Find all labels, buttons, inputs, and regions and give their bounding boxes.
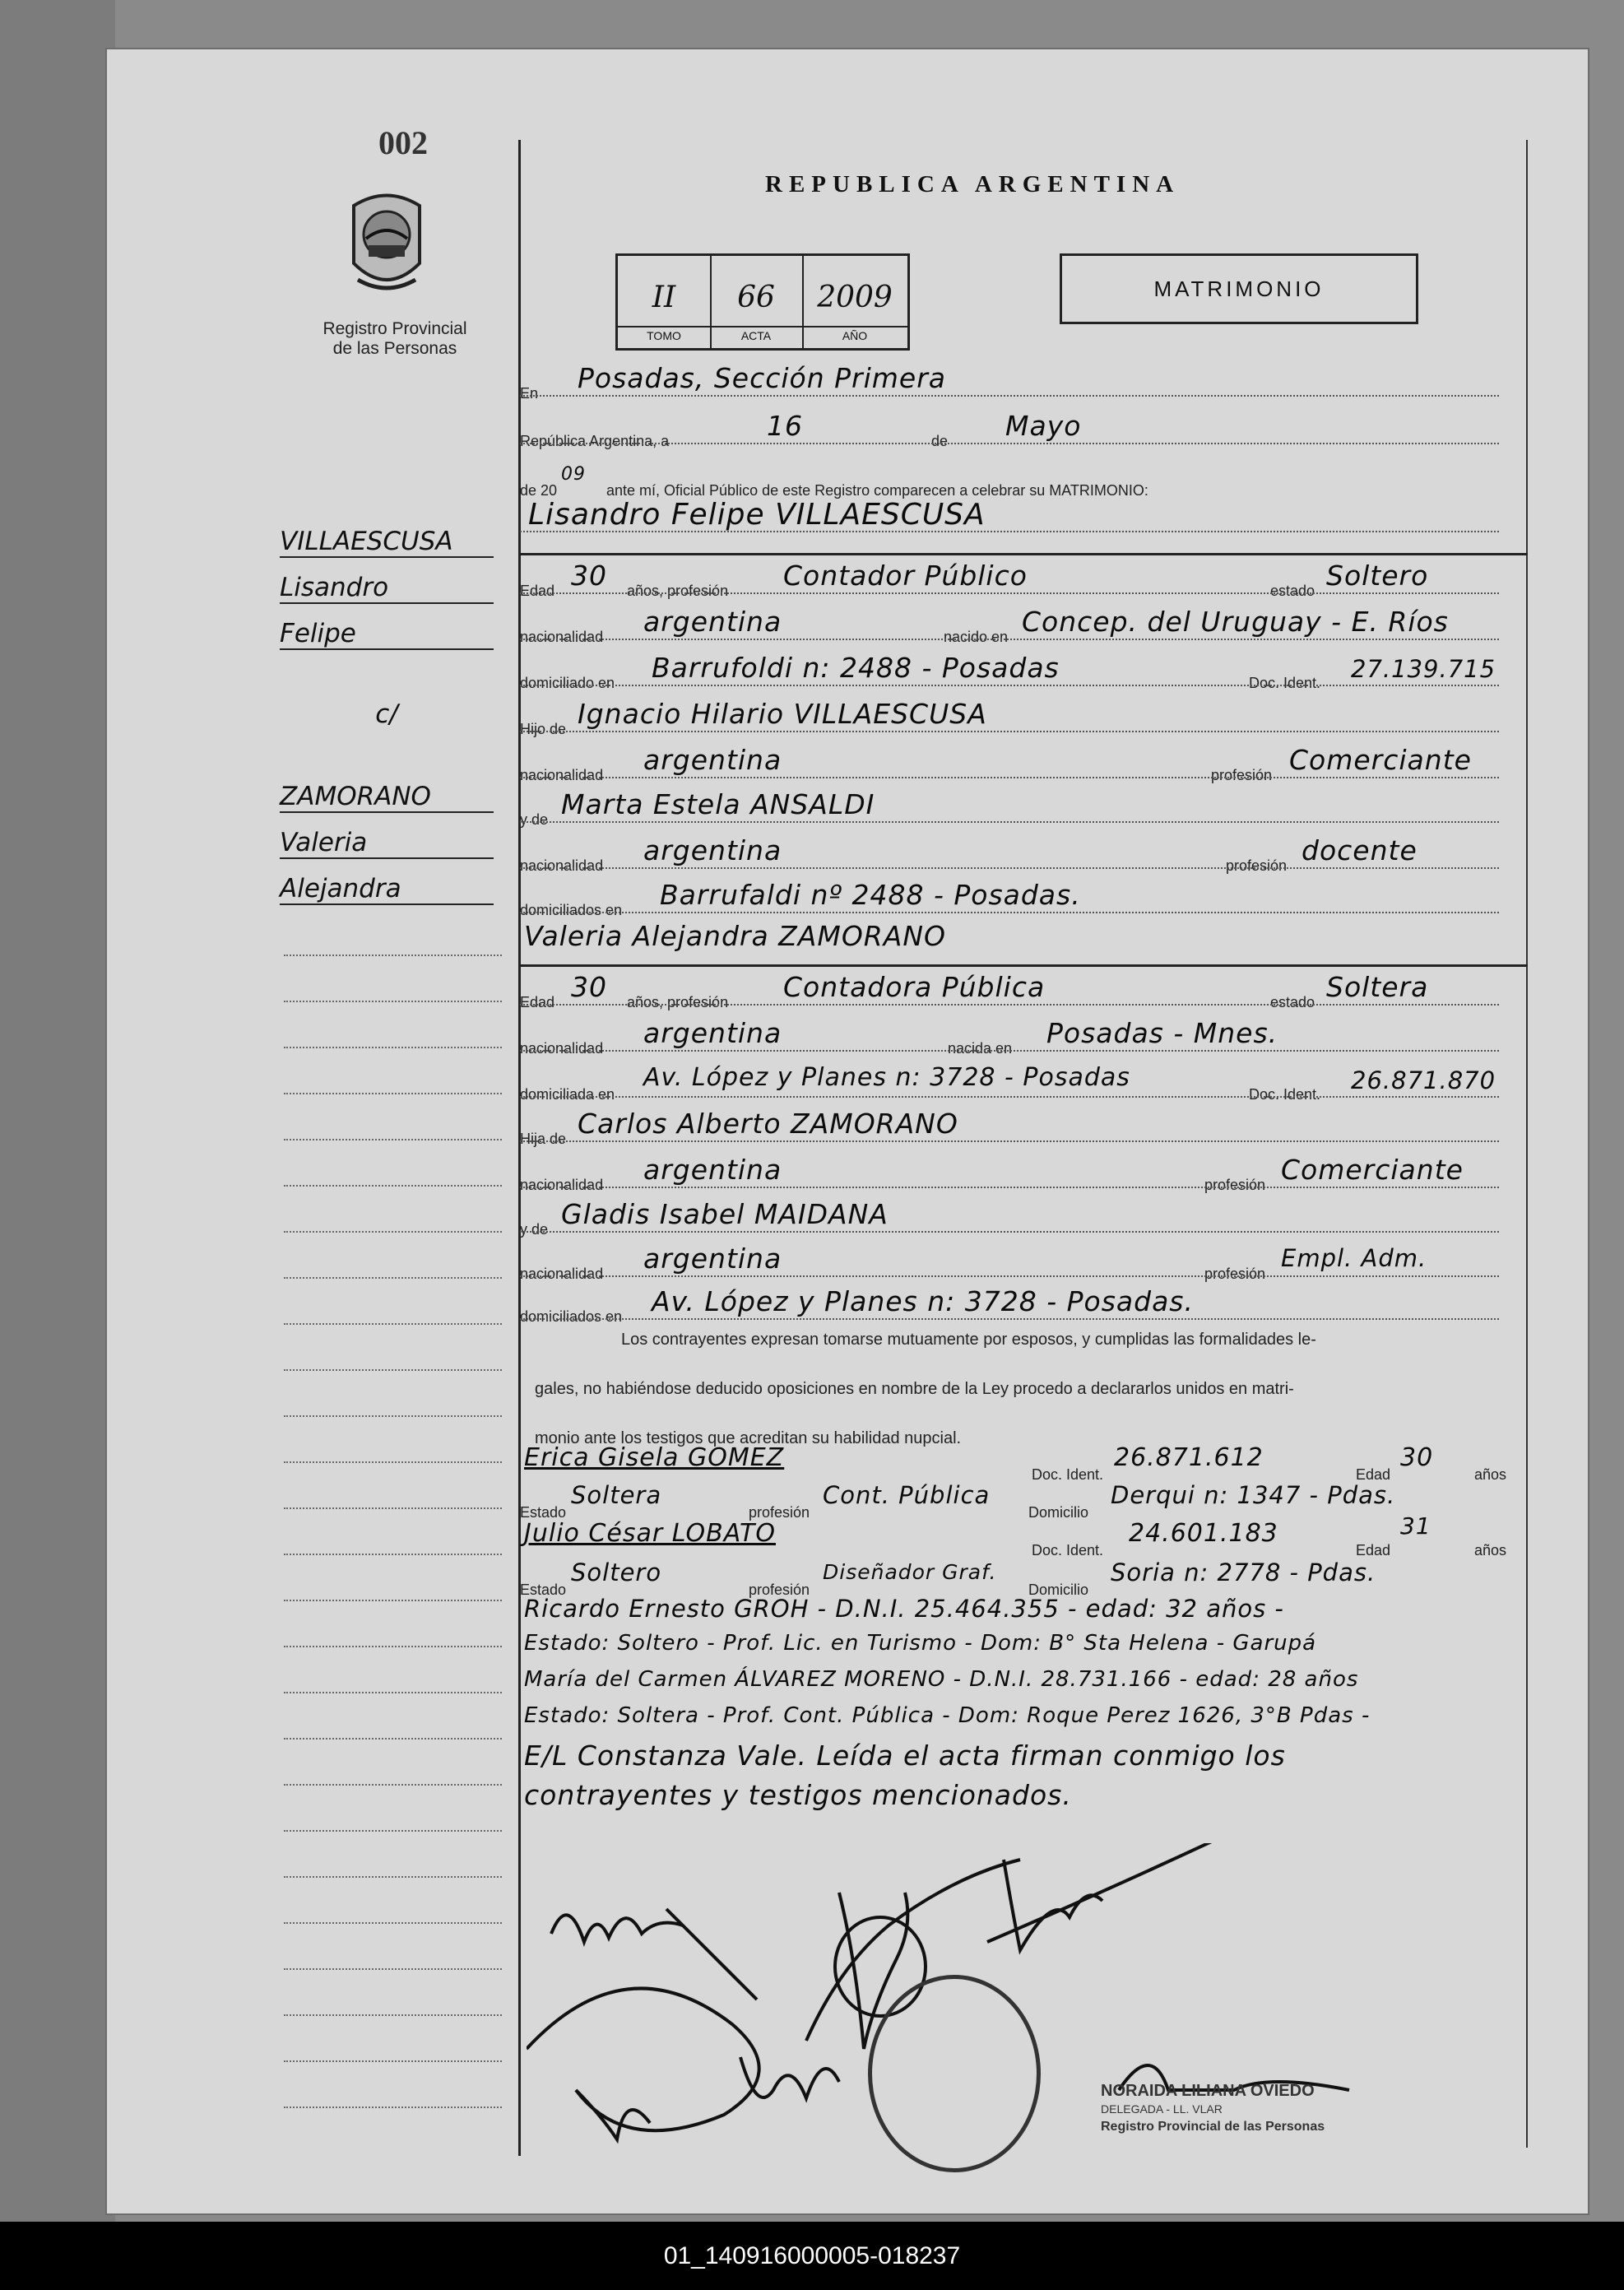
groom-parents-dom: Barrufaldi nº 2488 - Posadas. (660, 879, 1081, 911)
margin-ruled-line (284, 1415, 502, 1417)
margin-ruled-line (284, 2060, 502, 2062)
groom-nacido-en: Concep. del Uruguay - E. Ríos (1022, 606, 1449, 638)
tomo-label: TOMO (618, 326, 710, 342)
margin-ruled-line (284, 1876, 502, 1878)
dotted-line (520, 395, 1499, 397)
document-type: MATRIMONIO (1060, 253, 1418, 324)
witness-2-edad: 31 (1400, 1512, 1431, 1540)
acta-cell (710, 256, 804, 348)
dotted-line (520, 592, 1499, 594)
bride-nacionalidad: argentina (643, 1017, 782, 1049)
declaration-paragraph (535, 1315, 1497, 1463)
groom-nacionalidad: argentina (643, 606, 782, 638)
hijo-label: Hijo de (520, 721, 567, 737)
margin-surname-2: ZAMORANO (280, 782, 494, 813)
anio-value: 2009 (817, 281, 893, 314)
witness-1-edad: 30 (1400, 1443, 1434, 1472)
groom-estado: Soltero (1326, 560, 1429, 592)
extra-line-3-text: María del Carmen ÁLVAREZ MORENO - D.N.I. 28.731.166 - edad: 28 años (524, 1667, 1359, 1692)
groom-parents-dom-row (520, 879, 1499, 922)
officer-block (1101, 2082, 1413, 2136)
margin-ruled-line (284, 955, 502, 956)
extra-line-5 (520, 1740, 1499, 1782)
en-value: Posadas, Sección Primera (578, 362, 947, 394)
bride-father-prof: Comerciante (1281, 1154, 1464, 1186)
bride-mother-nac-row (520, 1243, 1499, 1285)
bride-name-row (520, 920, 1499, 963)
margin-ruled-line (284, 1646, 502, 1647)
bride-father-nac-row (520, 1154, 1499, 1196)
groom-father-row (520, 698, 1499, 741)
yde-label: y de (520, 1221, 549, 1238)
margin-ruled-line (284, 1554, 502, 1555)
groom-mother-prof: docente (1302, 834, 1418, 866)
margin-ruled-line (284, 2014, 502, 2016)
right-rule (1526, 140, 1528, 2148)
dotted-line (520, 685, 1499, 686)
bride-mother: Gladis Isabel MAIDANA (561, 1198, 889, 1230)
registry-line-2: de las Personas (332, 339, 457, 358)
edad-label: Edad (1356, 1466, 1391, 1483)
margin-ruled-line (284, 1968, 502, 1970)
acta-box (615, 253, 910, 351)
binding-edge (0, 0, 115, 2222)
dotted-line (520, 1231, 1499, 1233)
nac-label: nacionalidad (520, 1266, 604, 1282)
nacido-label: nacida en (948, 1040, 1013, 1057)
nac-label: nacionalidad (520, 767, 604, 783)
bride-name: Valeria Alejandra ZAMORANO (524, 920, 946, 952)
bride-profesion: Contadora Pública (783, 971, 1046, 1003)
extra-line-4-text: Estado: Soltera - Prof. Cont. Pública - Dom: Roque Perez 1626, 3°B Pdas - (524, 1703, 1371, 1728)
declaration-line-3: monio ante los testigos que acreditan su habilidad nupcial. (535, 1429, 962, 1447)
scan-footer: 01_140916000005-018237 (0, 2222, 1624, 2290)
margin-ruled-line (284, 1507, 502, 1509)
dotted-line (520, 777, 1499, 778)
edad-label: Edad (520, 994, 555, 1010)
bride-parents-dom: Av. López y Planes n: 3728 - Posadas. (652, 1285, 1194, 1317)
section-divider (520, 553, 1528, 555)
witness-1-estado: Soltera (571, 1481, 662, 1509)
day-value: 16 (767, 410, 803, 442)
row-date (520, 410, 1499, 453)
extra-line-2-text: Estado: Soltero - Prof. Lic. en Turismo - Dom: B° Sta Helena - Garupá (524, 1631, 1317, 1656)
witness-1-doc: 26.871.612 (1114, 1443, 1264, 1472)
margin-connector: c/ (375, 699, 398, 729)
anos-label: años, profesión (627, 994, 729, 1010)
nac-label: nacionalidad (520, 1177, 604, 1193)
margin-ruled-line (284, 1830, 502, 1832)
acta-value: 66 (737, 281, 775, 314)
anos-label: años, profesión (627, 583, 729, 599)
dotted-line (520, 912, 1499, 913)
month-value: Mayo (1005, 410, 1082, 442)
groom-father: Ignacio Hilario VILLAESCUSA (578, 698, 987, 730)
dom-label: Domicilio (1028, 1504, 1089, 1521)
anio-cell (802, 256, 907, 348)
witness-1-name: Erica Gisela GOMEZ (524, 1443, 785, 1472)
en-label: En (520, 385, 539, 402)
margin-given-4: Alejandra (280, 874, 494, 905)
bride-edad-row (520, 971, 1499, 1014)
estado-label: estado (1270, 583, 1315, 599)
bride-edad: 30 (571, 971, 607, 1003)
prof-label: profesión (1204, 1177, 1266, 1193)
hijo-label: Hija de (520, 1131, 567, 1147)
bride-mother-nac: argentina (643, 1243, 782, 1275)
dotted-line (520, 1050, 1499, 1052)
dotted-line (520, 1004, 1499, 1006)
country-title: REPUBLICA ARGENTINA (765, 171, 1181, 197)
witness-2-name: Julio César LOBATO (524, 1519, 776, 1548)
section-divider (520, 964, 1528, 967)
margin-ruled-line (284, 1369, 502, 1371)
dotted-line (520, 731, 1499, 732)
groom-mother-row (520, 788, 1499, 831)
declaration-line-1: Los contrayentes expresan tomarse mutuamente por esposos, y cumplidas las formalidades le- (621, 1331, 1316, 1349)
estado-label: estado (1270, 994, 1315, 1010)
margin-ruled-line (284, 1784, 502, 1786)
year-suffix: 09 (561, 464, 586, 485)
witness-2-doc: 24.601.183 (1129, 1519, 1278, 1548)
bride-father-row (520, 1108, 1499, 1150)
prof-label: profesión (1211, 767, 1273, 783)
dotted-line (520, 531, 1499, 532)
groom-name: Lisandro Felipe VILLAESCUSA (528, 498, 986, 532)
groom-doc: 27.139.715 (1351, 655, 1496, 683)
dom-label: domiciliado en (520, 675, 615, 691)
witness-1-dom: Derqui n: 1347 - Pdas. (1111, 1481, 1396, 1509)
extra-line-1-text: Ricardo Ernesto GROH - D.N.I. 25.464.355 - edad: 32 años - (524, 1595, 1284, 1623)
bride-dom-row (520, 1063, 1499, 1106)
margin-given-1: Lisandro (280, 573, 494, 604)
edad-label: Edad (520, 583, 555, 599)
nacido-label: nacido en (944, 629, 1009, 645)
nac-label: nacionalidad (520, 629, 604, 645)
witness-1-row-a (520, 1443, 1507, 1486)
dotted-line (520, 639, 1499, 640)
groom-mother-nac: argentina (643, 834, 782, 866)
bride-domicilio: Av. López y Planes n: 3728 - Posadas (643, 1063, 1130, 1092)
witness-2-estado: Soltero (571, 1558, 662, 1586)
bride-nac-row (520, 1017, 1499, 1060)
estado-label: Estado (520, 1582, 567, 1598)
doc-label: Doc. Ident. (1032, 1542, 1104, 1558)
groom-father-prof: Comerciante (1289, 744, 1472, 776)
dotted-line (520, 1275, 1499, 1277)
dotted-line (520, 821, 1499, 823)
registry-name (288, 319, 502, 359)
groom-dom-row (520, 652, 1499, 694)
edad-label: Edad (1356, 1542, 1391, 1558)
groom-mother: Marta Estela ANSALDI (561, 788, 875, 820)
parents-dom-label: domiciliados en (520, 1308, 623, 1325)
groom-father-nac: argentina (643, 744, 782, 776)
row-year (520, 459, 1499, 502)
acta-label: ACTA (710, 326, 802, 342)
margin-ruled-line (284, 2107, 502, 2108)
declaration-line-2: gales, no habiéndose deducido oposiciones en nombre de la Ley procedo a declararlos unidos en matri- (535, 1380, 1294, 1398)
margin-ruled-line (284, 1323, 502, 1325)
groom-name-row (520, 498, 1499, 541)
officer-registry: Registro Provincial de las Personas (1101, 2120, 1325, 2134)
bride-doc: 26.871.870 (1351, 1066, 1496, 1094)
dom-label: Domicilio (1028, 1582, 1089, 1598)
prof-label: profesión (1226, 857, 1288, 874)
anos-label: años (1474, 1466, 1507, 1483)
estado-label: Estado (520, 1504, 567, 1521)
witness-2-prof: Diseñador Graf. (823, 1560, 997, 1584)
dom-label: domiciliada en (520, 1086, 615, 1103)
margin-ruled-line (284, 1277, 502, 1279)
official-stamp (868, 1975, 1041, 2172)
extra-line-5-text: E/L Constanza Vale. Leída el acta firman conmigo los (524, 1740, 1286, 1772)
margin-given-2: Felipe (280, 619, 494, 650)
margin-ruled-line (284, 1047, 502, 1048)
bride-estado: Soltera (1326, 971, 1429, 1003)
dotted-line (520, 867, 1499, 869)
margin-ruled-line (284, 1231, 502, 1233)
prof-label: profesión (749, 1504, 810, 1521)
margin-ruled-line (284, 1185, 502, 1187)
witness-1-row-b (520, 1481, 1499, 1524)
margin-ruled-line (284, 1461, 502, 1463)
margin-given-3: Valeria (280, 828, 494, 859)
groom-edad: 30 (571, 560, 607, 592)
nac-label: nacionalidad (520, 857, 604, 874)
groom-domicilio: Barrufoldi n: 2488 - Posadas (652, 652, 1060, 684)
tomo-value: II (652, 281, 676, 314)
doc-label: Doc. Ident. (1249, 675, 1321, 691)
bride-father-nac: argentina (643, 1154, 782, 1186)
witness-2-dom: Soria n: 2778 - Pdas. (1111, 1558, 1376, 1586)
year-prefix: de 20 (520, 482, 558, 499)
margin-ruled-line (284, 1692, 502, 1693)
doc-label: Doc. Ident. (1249, 1086, 1321, 1103)
extra-line-6-text: contrayentes y testigos mencionados. (524, 1779, 1072, 1811)
officer-name: NORAIDA LILIANA OVIEDO (1101, 2082, 1315, 2100)
yde-label: y de (520, 811, 549, 828)
tomo-cell (618, 256, 712, 348)
bride-nacido-en: Posadas - Mnes. (1046, 1017, 1278, 1049)
prof-label: profesión (1204, 1266, 1266, 1282)
dotted-line (520, 1187, 1499, 1188)
nac-label: nacionalidad (520, 1040, 604, 1057)
intro-text: ante mí, Oficial Público de este Registro comparecen a celebrar su MATRIMONIO: (606, 482, 1148, 499)
groom-nac-row (520, 606, 1499, 648)
anos-label: años (1474, 1542, 1507, 1558)
margin-ruled-line (284, 1093, 502, 1094)
margin-ruled-line (284, 1600, 502, 1601)
margin-surname-1: VILLAESCUSA (280, 527, 494, 558)
bride-mother-row (520, 1198, 1499, 1241)
bride-father: Carlos Alberto ZAMORANO (578, 1108, 958, 1140)
provincial-emblem-icon (337, 181, 436, 304)
margin-ruled-line (284, 1738, 502, 1740)
margin-ruled-line (284, 1922, 502, 1924)
margin-ruled-line (284, 1139, 502, 1140)
officer-role: DELEGADA - LL. VLAR (1101, 2102, 1223, 2116)
parents-dom-label: domiciliados en (520, 902, 623, 918)
dotted-line (520, 1140, 1499, 1142)
groom-edad-row (520, 560, 1499, 602)
page-number: 002 (378, 124, 428, 161)
bride-mother-prof: Empl. Adm. (1281, 1244, 1427, 1272)
anio-label: AÑO (802, 326, 907, 342)
extra-line-6 (520, 1779, 1499, 1822)
groom-father-nac-row (520, 744, 1499, 787)
de-label: de (931, 433, 949, 449)
dotted-line (520, 443, 1499, 444)
republica-label: República Argentina, a (520, 433, 670, 449)
doc-label: Doc. Ident. (1032, 1466, 1104, 1483)
dotted-line (520, 1096, 1499, 1098)
witness-1-prof: Cont. Pública (823, 1481, 991, 1509)
groom-profesion: Contador Público (783, 560, 1028, 592)
groom-mother-nac-row (520, 834, 1499, 877)
prof-label: profesión (749, 1582, 810, 1598)
margin-ruled-line (284, 1001, 502, 1002)
registry-line-1: Registro Provincial (322, 319, 467, 338)
row-en (520, 362, 1499, 405)
